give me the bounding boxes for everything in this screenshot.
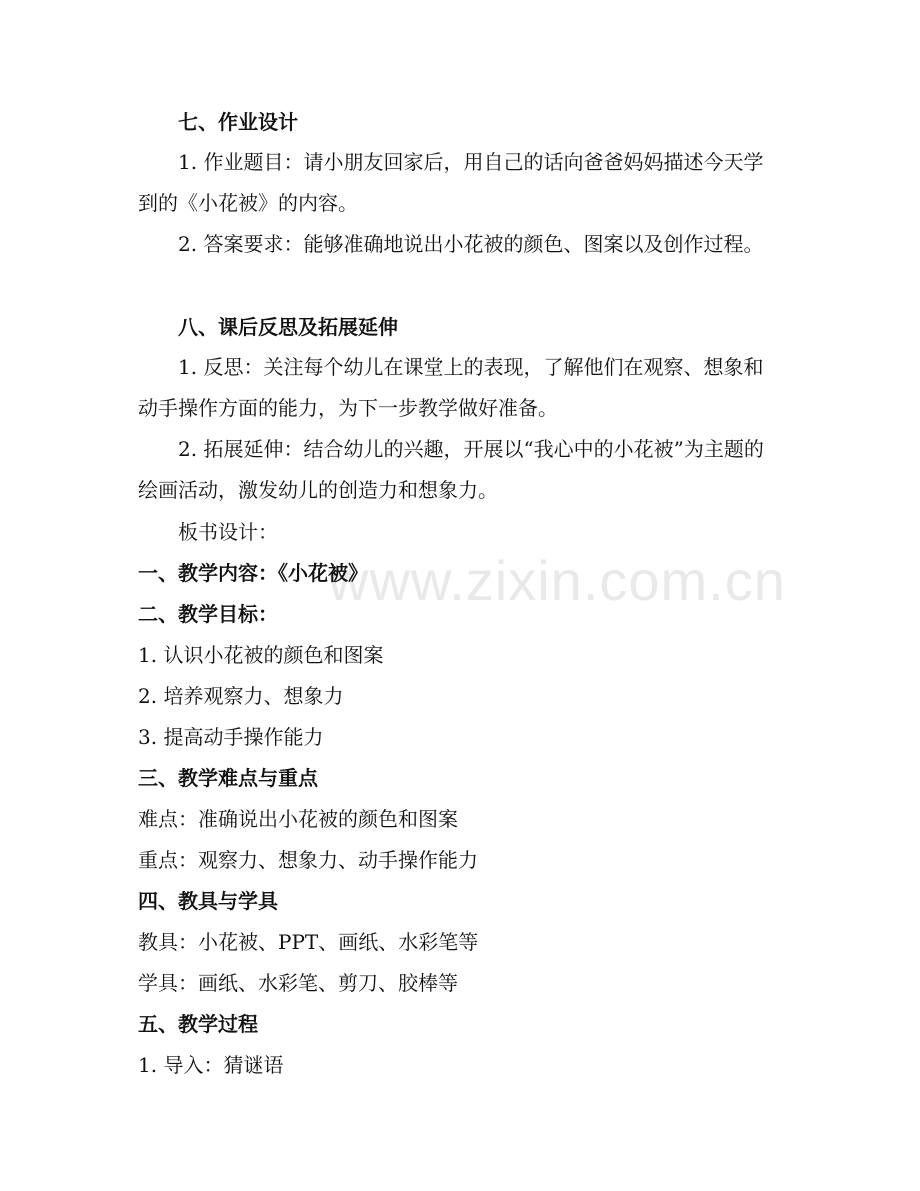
key-point-text: 重点：观察力、想象力、动手操作能力 — [138, 848, 478, 872]
board-design-label: 板书设计： — [178, 520, 278, 544]
section-heading-reflection: 八、课后反思及拓展延伸 — [178, 315, 398, 339]
teacher-materials-text: 教具：小花被、PPT、画纸、水彩笔等 — [138, 930, 479, 954]
objective-item-1: 1. 认识小花被的颜色和图案 — [138, 643, 384, 667]
reflection-item-1: 1. 反思：关注每个幼儿在课堂上的表现，了解他们在观察、想象和动手操作方面的能力，为下一步教学做好准备。 — [138, 355, 764, 420]
board-heading-difficulties: 三、教学难点与重点 — [138, 766, 318, 790]
student-materials-text: 学具：画纸、水彩笔、剪刀、胶棒等 — [138, 971, 458, 995]
homework-item-2: 2. 答案要求：能够准确地说出小花被的颜色、图案以及创作过程。 — [178, 232, 764, 256]
board-heading-materials: 四、教具与学具 — [138, 889, 278, 913]
homework-item-1: 1. 作业题目：请小朋友回家后，用自己的话向爸爸妈妈描述今天学到的《小花被》的内容。 — [138, 150, 764, 215]
watermark: www.zixin.com.cn — [328, 549, 786, 612]
board-heading-content: 一、教学内容：《小花被》 — [138, 561, 368, 585]
reflection-item-2: 2. 拓展延伸：结合幼儿的兴趣，开展以“我心中的小花被”为主题的绘画活动，激发幼儿的创造力和想象力。 — [138, 437, 764, 502]
process-item-1: 1. 导入：猜谜语 — [138, 1053, 284, 1077]
section-heading-homework: 七、作业设计 — [178, 110, 298, 134]
board-heading-process: 五、教学过程 — [138, 1012, 258, 1036]
difficulty-text: 难点：准确说出小花被的颜色和图案 — [138, 807, 458, 831]
objective-item-2: 2. 培养观察力、想象力 — [138, 684, 344, 708]
objective-item-3: 3. 提高动手操作能力 — [138, 725, 324, 749]
board-heading-objectives: 二、教学目标： — [138, 602, 278, 626]
